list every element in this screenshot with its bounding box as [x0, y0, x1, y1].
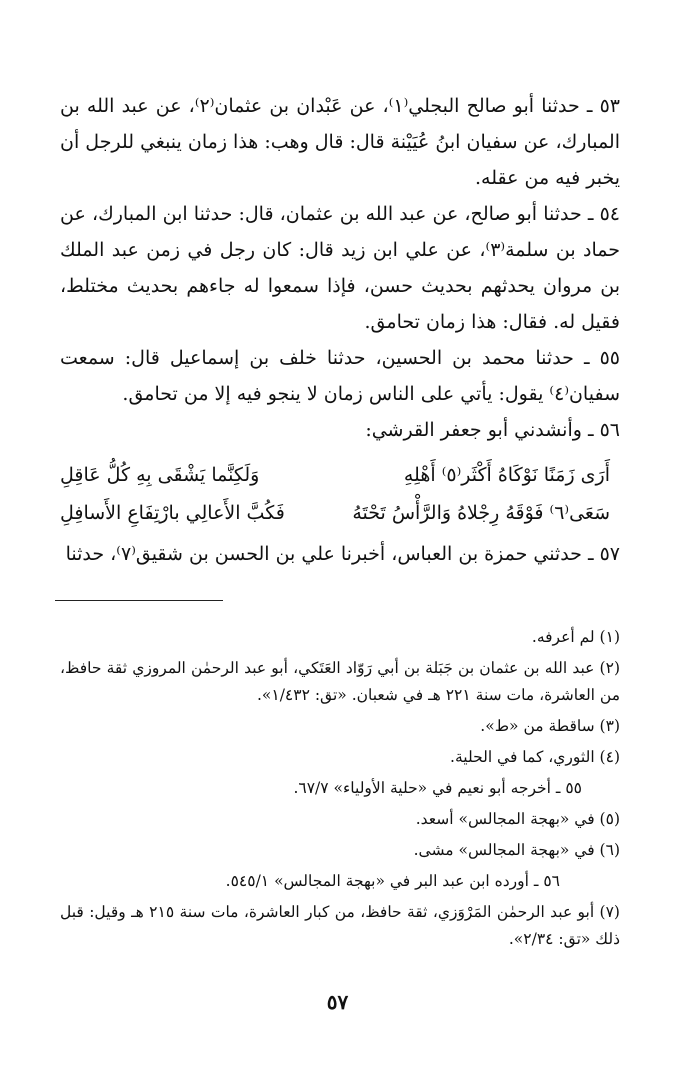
entry-57: ٥٧ ـ حدثني حمزة بن العباس، أخبرنا علي بن الحسن بن شقيق⁽٧⁾، حدثنا [65, 543, 620, 565]
entry-56: ٥٦ ـ وأنشدني أبو جعفر القرشي: [365, 419, 620, 441]
poem-verse [60, 494, 610, 532]
verse-first-hemistich: سَعَى⁽٦⁾ فَوْقَهُ رِجْلاهُ وَالرَّأْسُ تَحْتَهُ [352, 502, 610, 524]
verse-first-hemistich: أَرَى زَمَنًا نَوْكَاهُ أَكْثَر⁽٥⁾ أَهْلِهِ [403, 464, 610, 486]
footnote: (٢) عبد الله بن عثمان بن جَبَلة بن أبي رَوّاد العَتَكي، أبو عبد الرحمٰن المروزي ثقة حافظ، من العاشرة، مات سنة ٢٢١ هـ في شعبان. «تق: ١/٤٣٢». [60, 659, 620, 704]
footnote-separator [55, 600, 223, 601]
verse-second-hemistich: وَلَكِنَّما يَشْقَى بِهِ كُلُّ عَاقِلِ [60, 464, 260, 486]
footnote: (٤) الثوري، كما في الحلية. [450, 748, 620, 766]
footnote: (٦) في «بهجة المجالس» مشى. [413, 841, 620, 859]
footnote: (٥) في «بهجة المجالس» أسعد. [415, 810, 620, 828]
poem-verse [60, 456, 610, 494]
footnote: (٣) ساقطة من «ط». [480, 717, 620, 735]
footnotes [60, 624, 620, 957]
entry-53: ٥٣ ـ حدثنا أبو صالح البجلي⁽١⁾، عن عَبْدان بن عثمان⁽٢⁾، عن عبد الله بن المبارك، عن سفيان ابنُ عُيَيْنة قال: قال وهب: هذا زمان ينبغي للرجل أن يخبر فيه من عقله. [60, 95, 620, 189]
footnote: (٧) أبو عبد الرحمٰن المَرْوَزي، ثقة حافظ، من كبار العاشرة، مات سنة ٢١٥ هـ وقيل: قبل ذلك «تق: ٢/٣٤». [60, 903, 620, 948]
footnote: (١) لم أعرفه. [531, 628, 620, 646]
entry-54: ٥٤ ـ حدثنا أبو صالح، عن عبد الله بن عثمان، قال: حدثنا ابن المبارك، عن حماد بن سلمة⁽٣⁾، عن علي ابن زيد قال: كان رجل في زمن عبد الملك بن مروان يحدثهم بحديث حسن، فإذا سمعوا له جاءهم بحديث مختلط، فقيل له. فقال: هذا زمان تحامق. [60, 203, 620, 333]
page-number: ٥٧ [326, 990, 349, 1014]
poem [60, 456, 610, 532]
takhrij-note: ٥٥ ـ أخرجه أبو نعيم في «حلية الأولياء» ٦٧/٧. [293, 779, 582, 797]
verse-second-hemistich: فَكُبَّ الأَعالِي بارْتِفَاعِ الأَسافِلِ [60, 502, 285, 524]
main-text [60, 88, 620, 572]
entry-55: ٥٥ ـ حدثنا محمد بن الحسين، حدثنا خلف بن إسماعيل قال: سمعت سفيان⁽٤⁾ يقول: يأتي على الناس زمان لا ينجو فيه إلا من تحامق. [60, 347, 620, 405]
takhrij-note: ٥٦ ـ أورده ابن عبد البر في «بهجة المجالس» ٥٤٥/١. [225, 872, 560, 890]
